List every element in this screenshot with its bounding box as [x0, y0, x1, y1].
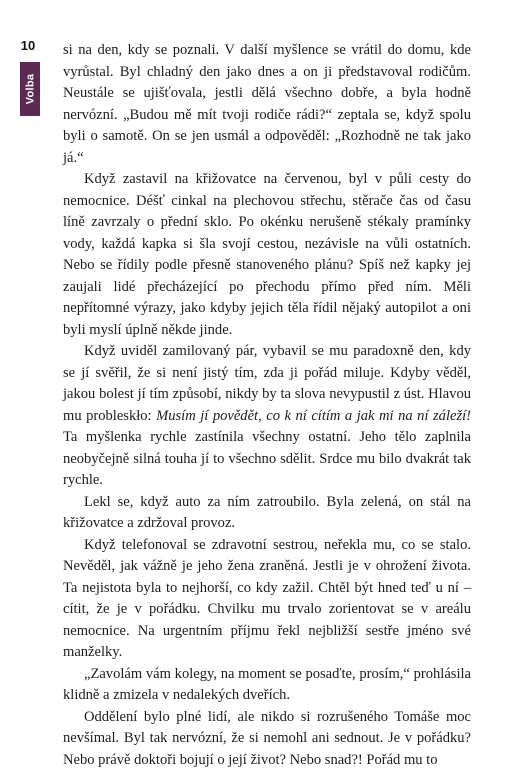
paragraph: si na den, kdy se poznali. V další myšlence se vrátil do domu, kde vyrůstal. Byl chladný den jako dnes a on ji představoval rodičům. Neustále se ujišťovala, jestli dělá všechno dobře, a byla hodně nervózní. „Budou mě mít tvoji rodiče rádi?“ zeptala se, když spolu byli o samotě. On se jen usmál a odpověděl: „Rozhodně ne tak jako já.“ [63, 40, 471, 169]
section-tab [20, 62, 40, 116]
paragraph: Lekl se, když auto za ním zatroubilo. Byla zelená, on stál na křižovatce a zdržoval provoz. [63, 492, 471, 535]
paragraph-italic-thought: Musím jí povědět, co k ní cítím a jak mi na ní záleží! [156, 408, 471, 424]
paragraph: Oddělení bylo plné lidí, ale nikdo si rozrušeného Tomáše moc nevšímal. Byl tak nervózní, že si nemohl ani sednout. Je v pořádku? Nebo právě doktoři bojují o její život? Nebo snad?! Pořád mu to [63, 707, 471, 771]
paragraph: Když telefonoval se zdravotní sestrou, neřekla mu, co se stalo. Nevěděl, jak vážně je jeho žena zraněná. Jestli je v ohrožení života. Ta nejistota byla to nejhorší, co kdy zažil. Chtěl být hned teď u ní – cítit, že je v pořádku. Chvilku mu trvalo zorientovat se v areálu nemocnice. Na urgentním příjmu řekl nejbližší sestře jméno své manželky. [63, 535, 471, 664]
section-tab-label: Volba [24, 74, 36, 105]
paragraph: „Zavolám vám kolegy, na moment se posaďte, prosím,“ prohlásila klidně a zmizela v nedalekých dveřích. [63, 664, 471, 707]
paragraph-text: Když uviděl zamilovaný pár, vybavil se mu paradoxně den, kdy se jí svěřil, že si není jistý tím, zda ji pořád miluje. Kdyby věděl, jakou bolest jí tím způsobí, nikdy by ta slova nevypustil z úst. Hlavou mu probleskło: [63, 343, 471, 424]
body-text [63, 40, 471, 771]
paragraph-text: Ta myšlenka rychle zastínila všechny ostatní. Jeho tělo zaplnila neobyčejně silná touha jí to všechno sdělit. Srdce mu bilo dvakrát tak rychle. [63, 429, 471, 488]
paragraph: Když zastavil na křižovatce na červenou, byl v půli cesty do nemocnice. Déšť cinkal na plechovou střechu, stěrače čas od času líně zavrzaly o přední sklo. Po okénku nerušeně stékaly pramínky vody, každá kapka si šla svojí cestou, nezávisle na vůli ostatních. Nebo se řídily podle přesně stanoveného plánu? Spíš než kapky jej zaujali lidé přecházející po přechodu přímo před ním. Měli nepřítomné výrazy, jako kdyby jejich těla řídil nějaký autopilot a oni byli myslí úplně někde jinde. [63, 169, 471, 341]
paragraph [63, 341, 471, 492]
page-number: 10 [8, 38, 48, 53]
